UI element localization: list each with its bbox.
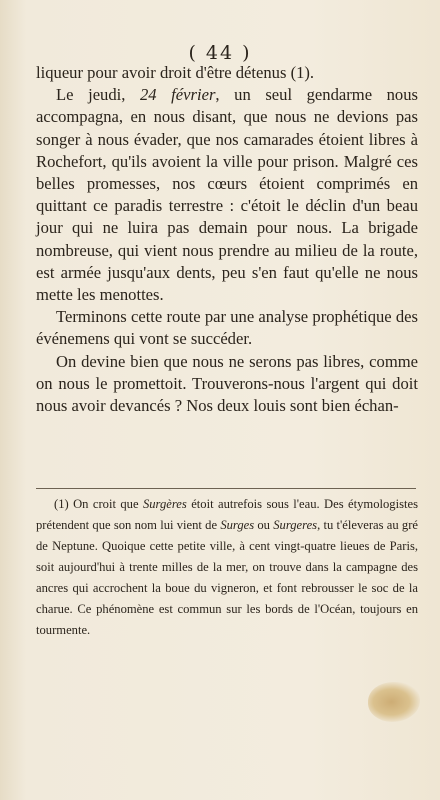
footnote-italic: Surgeres [273,518,318,532]
paragraph-terminons: Terminons cette route par une analyse prophétique des événemens qui vont se succéder. [36,307,418,349]
page-number: ( 44 ) [188,42,252,64]
footnote-text [36,494,418,641]
paragraph-jeudi-rest: , un seul gendarme nous accompagna, en nous disant, que nous ne devions pas songer à nous évader, que nos camarades étoient libres à Rochefort, qu'ils avoient la ville pour prison. Malgré ces belles promesses, nos cœurs étoient comprimés en quittant ce paradis terrestre : c'étoit le déclin d'un beau jour qui ne luira pas demain pour nous. La brigade nombreuse, qui vient nous prendre au milieu de la route, est armée jusqu'aux dents, peu s'en faut qu'elle ne nous mette les menottes. [36,85,418,305]
main-text [36,62,418,417]
footnote-part: étoit autrefois sous l'eau. Des étymologistes prétendent que son nom lui vient de [36,497,418,532]
footnote-divider [36,488,416,489]
paragraph-jeudi [36,84,418,306]
footnote-part: (1) On croit que [54,497,143,511]
footnote [36,494,418,641]
footnote-italic: Surges [220,518,255,532]
paragraph-continuation: liqueur pour avoir droit d'être détenus (1). [36,63,315,82]
paragraph-on-devine: On devine bien que nous ne serons pas libres, comme on nous le promettoit. Trouverons-nous l'argent qui doit nous avoir devancés ? Nos deux louis sont bien échan- [36,351,418,416]
paper-stain [368,682,420,722]
footnote-italic: Surgères [142,497,187,511]
footnote-part: , tu t'éleveras au gré de Neptune. Quoique cette petite ville, à cent vingt-quatre lieues de Paris, soit aujourd'hui à trente milles de la mer, on trouve dans la campagne des ancres qui accrochent la boue du vigneron, et font rebrousser le soc de la charue. Ce phénomène est commun sur les bords de l'Océan, toujours en tourmente. [36,518,418,637]
footnote-part: ou [254,518,274,532]
date-italic: 24 février [140,85,216,105]
paragraph-jeudi-start: Le jeudi, [56,85,140,105]
